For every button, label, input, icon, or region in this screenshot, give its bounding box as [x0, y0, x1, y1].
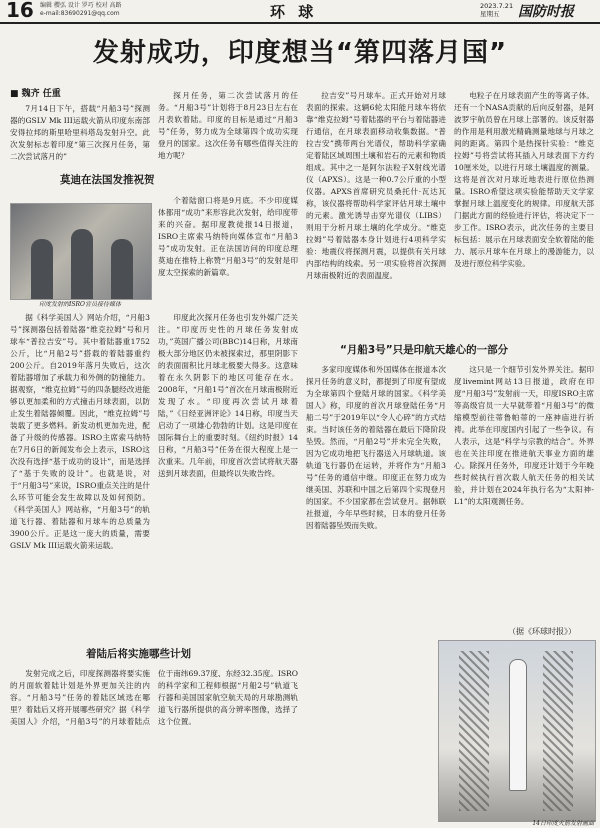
article-col3-top [306, 90, 446, 336]
editors-info [40, 2, 122, 18]
article-col2-mid [158, 195, 298, 299]
paragraph: 这只是一个细节引发外界关注。据印度livemint网站13日报道，政府在印度“月船3号”发射前一天，印度ISRO主席等高级官员一大早就带着“月船3号”的微缩模型前往蒂鲁帕蒂的一座神庙进行祈祷。此举在印度国内引起了一些争议。有人表示，这是“科学与宗教的结合”。外界也在关注印度在推进航天事业方面的雄心。除探月任务外，印度还计划于今年晚些时候执行首次载人航天任务的相关试验，并计划在2024年执行名为“太阳神-L1”的太阳观测任务。 [454, 365, 594, 506]
photo-isro-officials [10, 203, 152, 300]
rocket-shape [509, 659, 527, 791]
article-col2-top [158, 90, 298, 165]
page-number: 16 [6, 0, 34, 22]
paragraph: 多家印度媒体和外国媒体在报道本次探月任务的意义时，都提到了印度有望成为全球第四个登陆月球的国家。《科学美国人》称，印度的首次月球登陆任务“月船二号”于2019年以“令人心碎”的方式结束。当时该任务的着陆器在最后下降阶段坠毁。然而，“月船2号”并未完全失败，因为它成功地把飞行器送入月球轨道。该轨道飞行器仍在运转，并将作为“月船3号”任务的通信中继。印度正在努力成为继美国、苏联和中国之后第四个实现登月的国家。不少国家都在尝试登月。据韩联社报道，今年早些时候，日本的登月任务因着陆器坠毁而失败。 [306, 365, 446, 530]
byline: ■ 魏齐 任重 [10, 89, 61, 99]
article-col4-top [454, 90, 594, 336]
source-note: （据《环球时报》） [508, 627, 576, 636]
photo-caption-2: 14日印度火箭发射画面 [532, 820, 594, 827]
issue-weekday: 星期五 [480, 10, 500, 18]
paragraph: 印度此次探月任务也引发外媒广泛关注。“印度历史性的月球任务发射成功，”英国广播公司(BBC)14日称，月球南极大部分地区仍未被探索过，那里阴影下的表面面积比月球北极要大得多。这意味着在永久阴影下的地区可能存在水。2008年，“月船1号”首次在月球南极附近发现了水。“印度再次尝试月球着陆，”《日经亚洲评论》14日称，印度当天启动了一项雄心勃勃的计划。这是印度在国际舞台上的重要时刻。《纽约时报》14日称，“月船3号”任务在很大程度上是一次重来。几年前，印度首次尝试将航天器送到月球表面，但最终以失败告终。 [158, 313, 298, 478]
article-landing [10, 668, 298, 820]
photo-figure [71, 229, 93, 299]
subhead-macron: 莫迪在法国发推祝贺 [60, 174, 155, 186]
photo-figure [111, 239, 133, 299]
issue-date: 2023.7.21 [480, 2, 514, 10]
photo-figure [31, 239, 53, 299]
launch-tower [543, 651, 573, 811]
email-line: e-mail:83690291@qq.com [40, 10, 120, 17]
photo-rocket-launch [438, 640, 596, 822]
article-col3-lower [306, 364, 446, 636]
paper-logo: 国防时报 [518, 4, 574, 20]
section-name: 环 球 [270, 3, 318, 21]
subhead-landing-plans: 着陆后将实施哪些计划 [86, 648, 191, 660]
paragraph: 个着陆窗口将是9月底。不少印度媒体都用“成功”来形容此次发射，给印度带来的兴奋。据印度教徒报14日报道，ISRO主席索马纳特向媒体宣布“月船3号”成功发射。正在法国访问的印度总理莫迪在推特上称赞“月船3号”的发射是印度太空探索的新篇章。 [158, 196, 298, 277]
article-col2-lower [158, 312, 298, 638]
masthead [0, 0, 600, 24]
subhead-ambition: “月船3号”只是印航天雄心的一部分 [340, 344, 509, 356]
article-col1-top [10, 103, 150, 165]
headline: 发射成功，印度想当“第四落月国” [92, 38, 508, 68]
paragraph: 据《科学美国人》网站介绍，“月船3号”探测器包括着陆器“维克拉姆”号和月球车“普拉吉安”号。其中着陆器重1752公斤，比“月船2号”搭载的着陆器重约200公斤。自2019年落月失败后，这次着陆器增加了承载力和外侧的防撞能力。据观察，“维克拉姆”号的四条腿经改进能够以更加柔和的方式撞击月球表面，以防止发生着陆器倾覆。因此，“维克拉姆”号装载了更多燃料。新发动机更加先进，配备了升级的传感器。ISRO主席索马纳特在7月6日的新闻发布会上表示，ISRO这次没有选择“基于成功的设计”，而是选择了“基于失败的设计”。也就是说，对于“月船3号”来说，ISRO重点关注的是什么环节可能会发生故障以及如何预防。《科学美国人》网站称，“月船3号”的轨道飞行器、着陆器和月球车的总质量为3900公斤。正是这一庞大的质量，需要GSLV Mk III运载火箭来运载。 [10, 313, 150, 550]
article-col4-lower [454, 364, 594, 622]
launch-tower [459, 651, 489, 811]
date-box [480, 2, 513, 18]
paragraph: 7月14日下午，搭载“月船3号”探测器的GSLV Mk III运载火箭从印度东南部安得拉邦的斯里哈里科塔岛发射升空。此次发射标志着印度“第三次探月任务，第二次尝试落月的” [10, 104, 150, 161]
paragraph: 电粒子在月球表面产生的等离子体。还有一个NASA贡献的后向反射器，是阿波罗宇航员曾在月球上部署的。该反射器的作用是利用激光精确测量地球与月球之间的距离。第四个是热探针实验：“维克拉姆”号将尝试将其插入月球表面下方约10厘米处，以进行月球土壤温度的测量。这将是首次对月球近地表进行原位热测量。ISRO希望这项实验能帮助天文学家掌握月球上温度变化的规律。印度航天部门据此方面的经验进行评估，将决定下一步工作。ISRO表示，此次任务的主要目标包括：展示在月球表面安全软着陆的能力、展示月球车在月球上的漫游能力，以及进行原位科学实验。 [454, 91, 594, 268]
paragraph: 探月任务，第二次尝试落月的任务。“月船3号”计划将于8月23日左右在月表软着陆。印度的目标是通过“月船3号”任务，努力成为全球第四个成功实现登月的国家。这次任务有哪些值得关注的地方呢？ [158, 91, 298, 160]
photo-caption-1: 印度发射的ISRO官员接待媒体 [39, 301, 121, 308]
editors-line: 编辑 樱弘 设计 罗巧 校对 高路 [40, 2, 122, 9]
paragraph: 发射完成之后，印度探测器将要实施的月面软着陆计划是外界更加关注的内容。“月船3号”任务的着陆区域选在哪里？着陆后又将开展哪些研究？据《科学美国人》介绍，“月船3号”的月球着陆点位于南纬69.37度、东经32.35度。ISRO的科学家和工程师根据“月船2号”轨道飞行器和美国国家航空航天局的月球勘测轨道飞行器所提供的高分辨率图像，选择了这个位置。 [10, 669, 298, 726]
article-col1-mid [10, 312, 150, 638]
paragraph: 拉吉安”号月球车。正式开始对月球表面的探索。这辆6轮太阳能月球车将依靠“维克拉姆”号着陆器的平台与着陆器进行通信，在月球表面移动收集数据。“普拉吉安”携带两台光谱仪，帮助科学家确定着陆区域周围土壤和岩石的元素和物质组成。其中之一是阿尔法粒子X射线光谱仪（APXS）。这是一种0.7公斤重的小型仪器。APXS首席研究员桑托什·瓦达瓦称，该仪器将帮助科学家评估月球土壤中的元素。激光诱导击穿光谱仪（LIBS）则用于分析月球土壤的化学成分。“维克拉姆”号着陆器本身计划进行4项科学实验：地震仪将探测月震，以提供有关月球内部结构的线索。另一项实验将首次探测月球南极附近的表面温度。 [306, 91, 446, 280]
